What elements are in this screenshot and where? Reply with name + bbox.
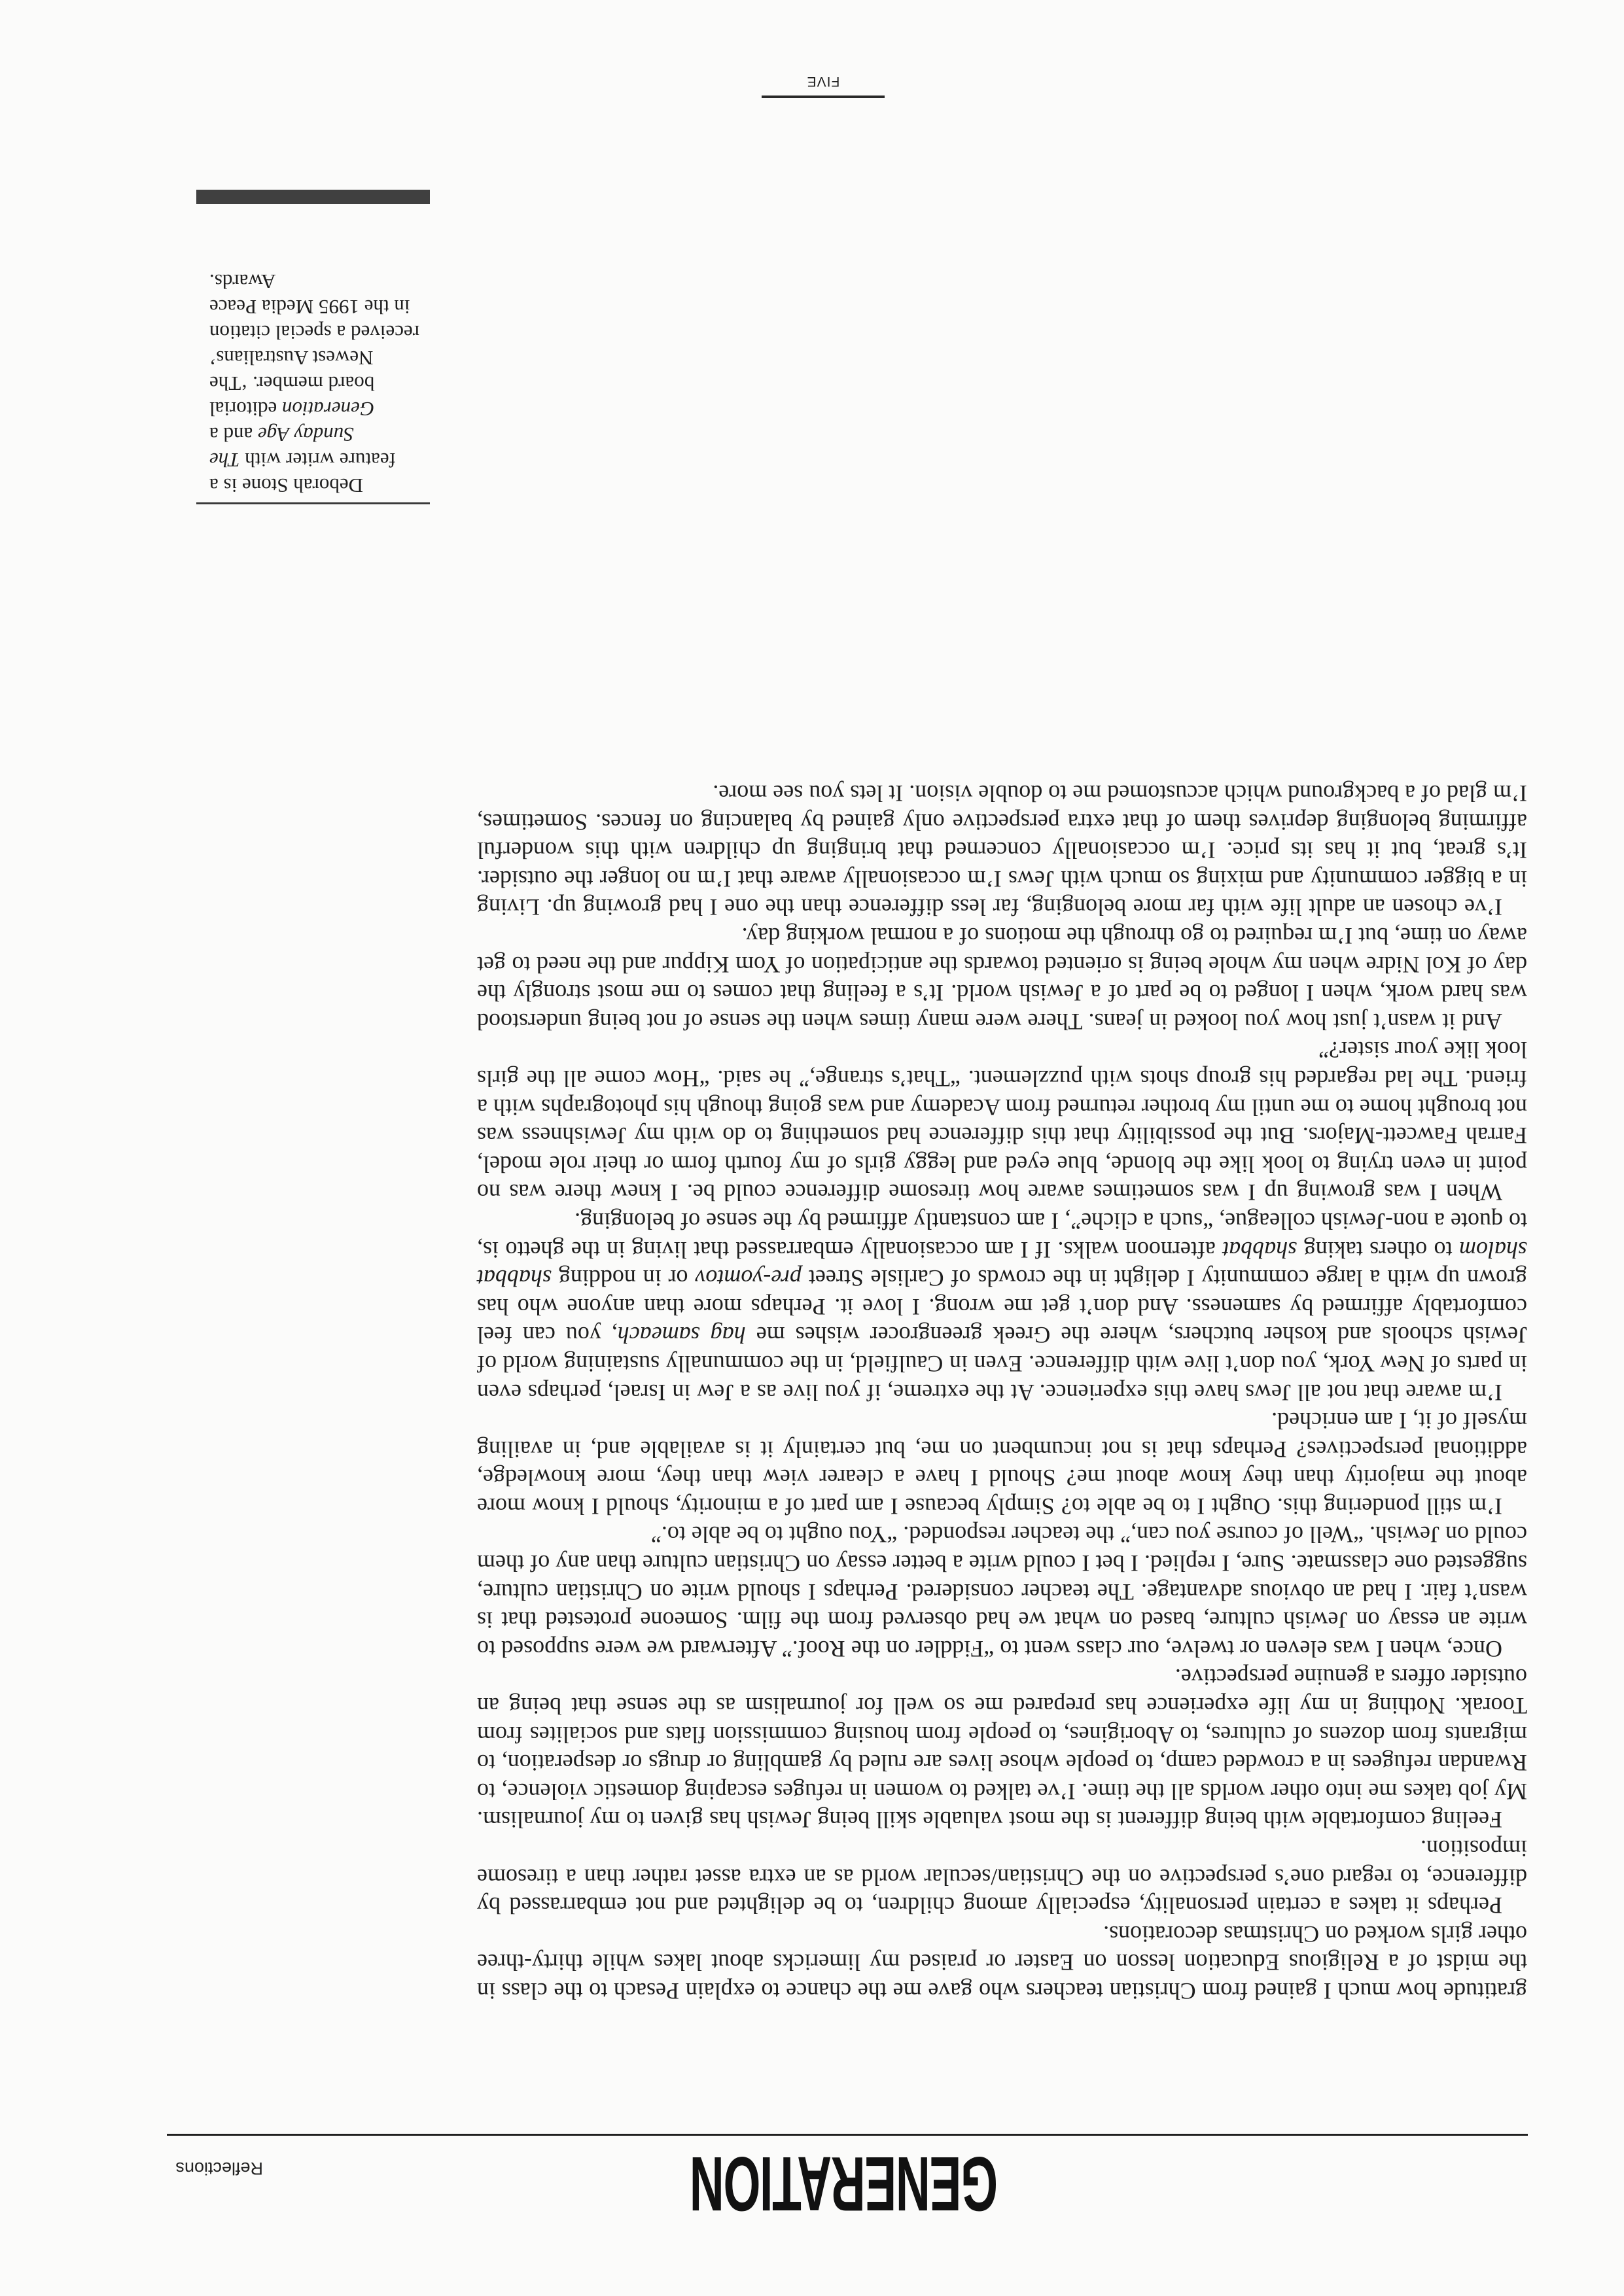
bio-rule — [196, 502, 430, 504]
folio-rule — [762, 96, 885, 98]
bio-text: editorial — [209, 398, 283, 421]
page-number: FIVE — [806, 74, 840, 89]
bio-line: received a special citation — [209, 321, 420, 344]
article-paragraph: I’m aware that not all Jews have this experience. At the extreme, if you live as a Jew in Israel, perhaps even in parts of New York, you don’t live with difference. Even in Caulfield, in the communally sustaining world of Jewish schools and kosher butchers, where the Greek greengrocer wishes me hag sameach, you can feel comfortably affirmed by sameness. And don’t get me wrong. I love it. Perhaps more than anyone who has grown up with a large community I delight in the crowds of Carlisle Street pre-yomtov or in nodding shabbat shalom to others taking shabbat afternoon walks. If I am occasionally embarrassed that living in the ghetto is, to quote a non-Jewish colleague, “such a cliche”, I am constantly affirmed by the sense of belonging. — [476, 1208, 1527, 1406]
bio-line: board member. ‘The — [209, 372, 375, 395]
bio-line — [209, 396, 445, 422]
article-paragraph: gratitude how much I gained from Christian teachers who gave me the chance to explain Pesach to the class in the midst of a Religious Education lesson on Easter or praised my limericks about lakes while thirty-three other girls worked on Christmas decorations. — [477, 1921, 1527, 2004]
article-paragraph: Feeling comfortable with being different is the most valuable skill being Jewish has given to my journalism. My job takes me into other worlds all the time. I’ve talked to women in refuges escaping domestic violence, to Rwandan refugees in a crowded camp, to people whose lives are ruled by gambling or drugs or desperation, to migrants from dozens of cultures, to Aborigines, to people from housing commission flats and socialites from Toorak. Nothing in my life experience has prepared me so well for journalism as the sense that being an outsider offers a genuine perspective. — [477, 1664, 1527, 1834]
article-paragraph: Once, when I was eleven or twelve, our class went to “Fiddler on the Roof.” Afterward we were supposed to write an essay on Jewish culture, based on what we had observed from the film. Someone protested that is wasn’t fair. I had an obvious advantage. The teacher considered. Perhaps I should write on Christian culture, suggested one classmate. Sure, I replied. I bet I could write a better essay on Christian culture than any of them could on Jewish. “Well of course you can,” the teacher responded. “You ought to be able to.” — [477, 1522, 1527, 1662]
bio-line: Deborah Stone is a — [209, 474, 364, 497]
page-folio — [762, 73, 885, 98]
article-paragraph: And it wasn’t just how you looked in jeans. There were many times when the sense of not being understood was hard work, when I longed to be part of a Jewish world. It’s a feeling that comes to me most strongly the day of Kol Nidre when my whole being is oriented towards the anticipation of Yom Kippur and the need to get away on time, but I’m required to go through the motions of a normal working day. — [477, 923, 1527, 1035]
bio-italic: Generation — [282, 398, 375, 421]
article-paragraph: When I was growing up I was sometimes aware how tiresome difference could be. I knew there was no point in even trying to look like the blonde, blue eyed and leggy girls of my fourth form or their role model, Farrah Fawcett-Majors. But the possibility that this difference had something to do with my Jewishness was not brought home to me until my brother returned from Academy and was going though his photographs with a friend. The lad regarded his group shots with puzzlement. “That’s strange,” he said. “How come all the girls look like your sister?” — [477, 1037, 1527, 1206]
bio-italic: The — [209, 449, 240, 472]
bio-line: Newest Australians’ — [209, 347, 374, 370]
article-body — [477, 778, 1527, 2005]
sidebar-accent-bar — [196, 190, 430, 204]
article-paragraph: I’m still pondering this. Ought I to be able to? Simply because I am part of a minority, should I know more about the majority than they know about me? Should I have a clearer view than they, more knowledge, additional perspectives? Perhaps that is not incumbent on me, but certainly it is available and, in availing myself of it, I am enriched. — [477, 1408, 1527, 1520]
bio-line — [209, 447, 445, 473]
article-paragraph: Perhaps it takes a certain personality, especially among children, to be delighted and not embarrassed by difference, to regard one’s perspective on the Christian/secular world as an extra asset rather than a tiresome imposition. — [477, 1835, 1527, 1919]
bio-italic: Sunday Age — [258, 423, 354, 446]
article-paragraph: I’ve chosen an adult life with far more belonging, far less difference than the one I had growing up. Living in a bigger community and mixing so much with Jews I’m occasionally aware that I’m no longer the outsider. It’s great, but it has its price. I’m occasionally concerned that bringing up children with this wonderful affirming belonging deprives them of that extra perspective only gained by balancing on fences. Sometimes, I’m glad of a background which accustomed me to double vision. It lets you see more. — [477, 780, 1527, 921]
bio-text: feature writer with — [239, 449, 396, 472]
bio-line: Awards. — [209, 270, 276, 293]
section-label: Reflections — [175, 2159, 263, 2178]
bio-line: in the 1995 Media Peace — [209, 296, 410, 319]
author-bio — [209, 269, 445, 498]
masthead: GENERATION — [690, 2140, 998, 2227]
bio-line — [209, 422, 445, 447]
bio-text: and a — [209, 423, 258, 446]
